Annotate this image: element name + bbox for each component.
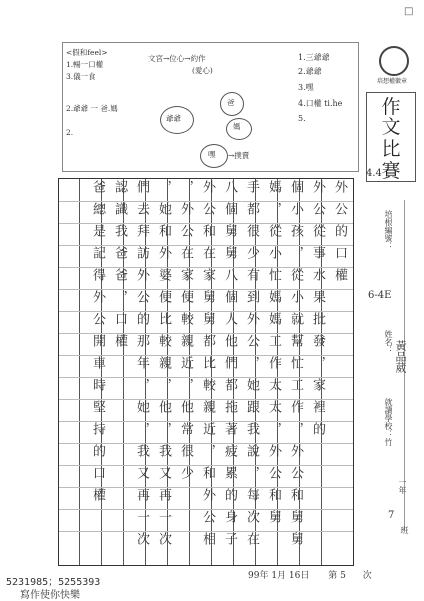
essay-column: 外公的口權 xyxy=(332,180,347,290)
bubble-bottom-label: 嘿 xyxy=(208,150,216,159)
bubble-bottom-note: →撲賣 xyxy=(228,151,250,160)
brainstorm-line-3: 3.儀一食 xyxy=(66,72,96,81)
essay-title-mark: 4.4 xyxy=(366,168,382,179)
essay-column: 認識我爸爸，口權 xyxy=(112,180,127,356)
brainstorm-line-1: <假和feel> xyxy=(66,48,108,57)
brainstorm-center-top: 文宮→位心→約作 xyxy=(148,54,206,63)
bubble-right-label: 媽 xyxy=(233,122,241,131)
contest-char-3: 比 xyxy=(381,138,401,160)
brainstorm-line-5: 2. xyxy=(66,128,74,137)
session-suffix: 次 xyxy=(362,571,372,581)
outline-item-4: 4.口權 ti.he xyxy=(298,99,343,108)
essay-column: 媽，從小忙媽媽工作太太，外公和舅 xyxy=(266,180,281,532)
class-value: 7 xyxy=(388,510,395,521)
outline-item-1: 1.三爺爺 xyxy=(298,53,330,62)
slogan: 寫作使你快樂 xyxy=(20,590,80,601)
brainstorm-line-4: 2.爺爺 一 爸.媽 xyxy=(66,104,118,113)
essay-column: 外公和在家舅舅都比較親近，和外公相 xyxy=(200,180,215,554)
logo-icon xyxy=(379,46,409,76)
class-label: 班 xyxy=(400,526,409,534)
essay-column: ，她和外婆便比較親，他，我又再一次 xyxy=(156,180,171,554)
brainstorm-center-bottom: (愛心) xyxy=(192,66,213,75)
essay-column: 外公從事水果批發，家裡的 xyxy=(310,180,325,444)
essay-column: 們去拜訪外公的那年，她，我又再一次 xyxy=(134,180,149,554)
date: 99年 1月 16日 xyxy=(248,571,310,581)
grade-label: 一年 xyxy=(398,478,407,494)
essay-column: 八個舅舅八個人他們都拖著疲累的身子 xyxy=(222,180,237,554)
contest-char-1: 作 xyxy=(381,96,401,118)
outline-item-5: 5. xyxy=(298,114,306,123)
bubble-center-label: 爺爺 xyxy=(166,114,181,123)
school-label: 就讀學校：竹 xyxy=(384,398,393,446)
contest-char-4: 賽 xyxy=(381,160,401,182)
logo-caption: 培想權徽章 xyxy=(376,78,407,85)
date-line xyxy=(248,568,372,581)
contest-char-2: 文 xyxy=(381,116,401,138)
brainstorm-line-2: 1.暢一口權 xyxy=(66,60,104,69)
bubble-top-label: 爸 xyxy=(227,98,235,107)
essay-column: ，外公在家便較親近，他常很少 xyxy=(178,180,193,488)
outline-item-2: 2.爺爺 xyxy=(298,67,322,76)
code-value: 6-4E xyxy=(368,290,392,301)
outline-item-3: 3.嘿 xyxy=(298,83,314,92)
essay-column: 個小孩，從小就幫忙工作，外公和舅舅 xyxy=(288,180,303,554)
code-label: 培根編號： xyxy=(384,210,393,250)
name-label: 姓名： xyxy=(384,330,393,354)
session-number: 5 xyxy=(340,571,346,581)
name-value: 黃品葳 xyxy=(394,340,407,373)
session-label: 第 xyxy=(328,571,338,581)
essay-column: 手都很少有到外公，她跟我說，每次在 xyxy=(244,180,259,554)
corner-mark: □ xyxy=(404,6,414,17)
essay-column: 爸總是記得外公開車時堅持的口權 xyxy=(90,180,105,510)
phone-numbers: 5231985；5255393 xyxy=(6,577,101,588)
